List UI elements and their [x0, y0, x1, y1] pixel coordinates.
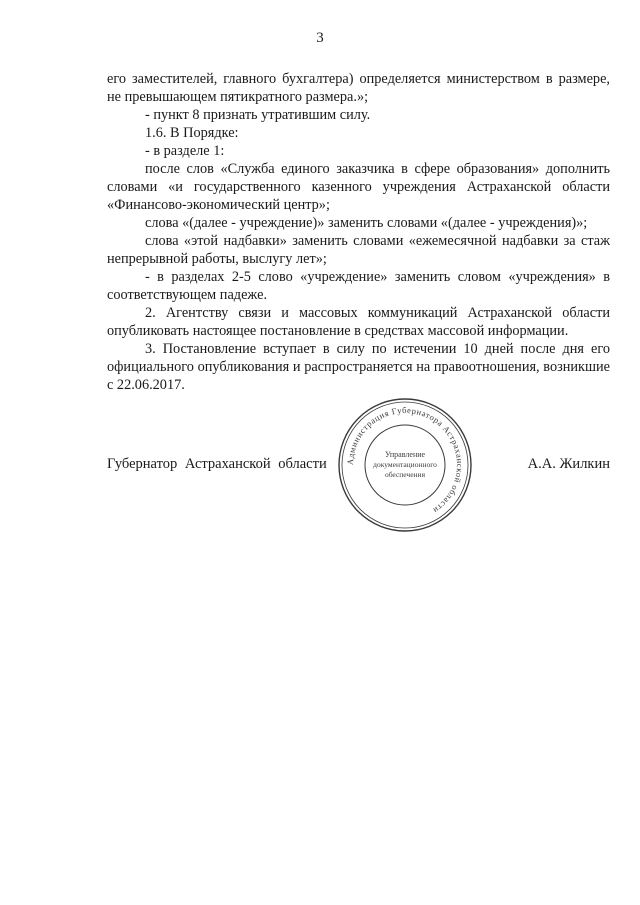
stamp-seal — [335, 395, 475, 535]
official-stamp — [335, 395, 475, 535]
signatory-title: Губернатор Астраханской области — [107, 456, 327, 472]
paragraph: - пункт 8 признать утратившим силу. — [145, 107, 371, 123]
paragraph: - в разделе 1: — [145, 143, 225, 159]
paragraph: 3. Постановление вступает в силу по истечении 10 дней после дня его официального опубликования и распространяется на правоотношения, возникшие с 22.06.2017. — [107, 341, 610, 393]
stamp-center-line: документационного — [373, 460, 437, 469]
paragraph: слова «(далее - учреждение)» заменить словами «(далее - учреждения)»; — [145, 215, 588, 231]
stamp-ring-text: Администрация Губернатора Астраханской области — [344, 404, 466, 516]
stamp-center-line: Управление — [384, 450, 426, 459]
paragraph: слова «этой надбавки» заменить словами «ежемесячной надбавки за стаж непрерывной работы, выслугу лет»; — [107, 233, 610, 267]
paragraph: после слов «Служба единого заказчика в сфере образования» дополнить словами «и государственного казенного учреждения Астраханской области «Финансово-экономический центр»; — [107, 161, 610, 213]
paragraph: 2. Агентству связи и массовых коммуникаций Астраханской области опубликовать настоящее постановление в средствах массовой информации. — [107, 305, 610, 339]
paragraph: его заместителей, главного бухгалтера) определяется министерством в размере, не превышающем пятикратного размера.»; — [107, 71, 610, 105]
document-body — [107, 70, 610, 394]
paragraph: 1.6. В Порядке: — [145, 125, 239, 141]
stamp-center-line: обеспечения — [384, 470, 426, 479]
paragraph: - в разделах 2-5 слово «учреждение» заменить словом «учреждения» в соответствующем падеже. — [107, 269, 610, 303]
signatory-name: А.А. Жилкин — [527, 456, 610, 472]
page-number: 3 — [316, 30, 324, 46]
